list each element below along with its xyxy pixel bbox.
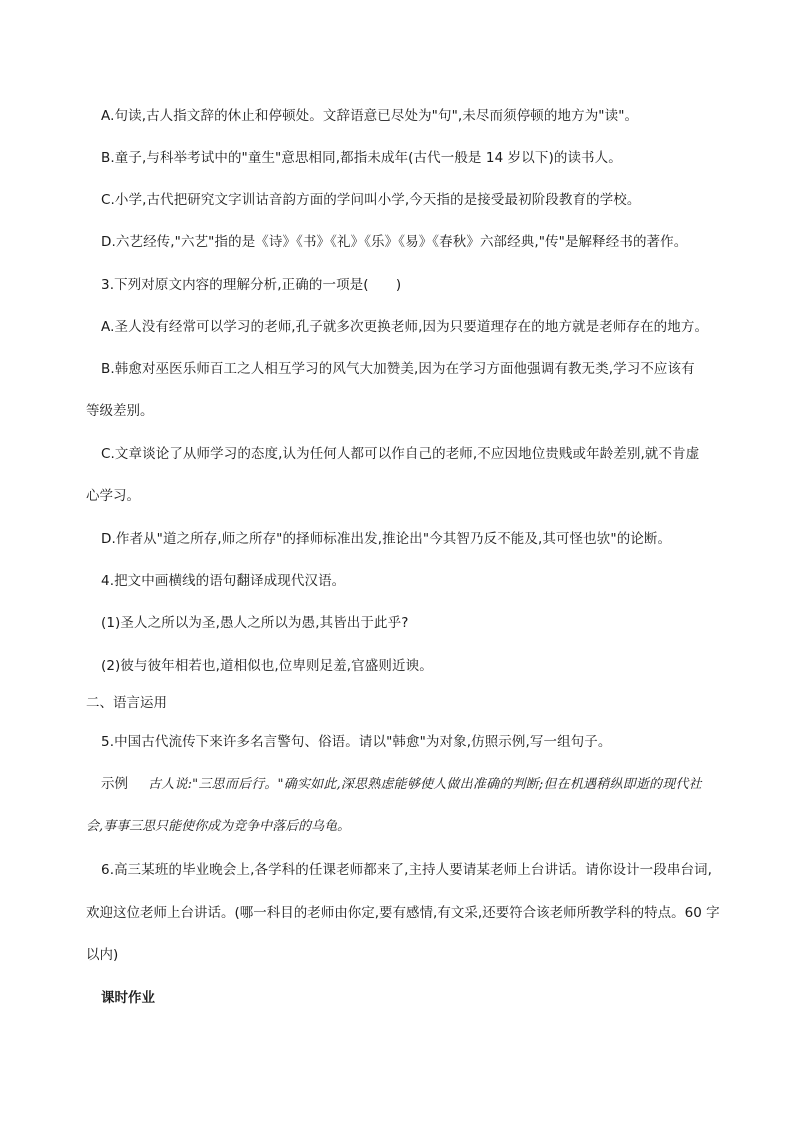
example-label: 示例 [101, 776, 128, 792]
option-2d: D.六艺经传,"六艺"指的是《诗》《书》《礼》《乐》《易》《春秋》六部经典,"传"是解释经书的著作。 [101, 234, 688, 250]
homework-heading: 课时作业 [101, 990, 155, 1006]
option-2a: A.句读,古人指文辞的休止和停顿处。文辞语意已尽处为"句",未尽而须停顿的地方为"读"。 [101, 108, 639, 124]
question-4: 4.把文中画横线的语句翻译成现代汉语。 [101, 573, 346, 589]
q4-item-1: (1)圣人之所以为圣,愚人之所以为愚,其皆出于此乎? [101, 615, 409, 631]
question-3: 3.下列对原文内容的理解分析,正确的一项是( ) [101, 277, 402, 293]
option-2b: B.童子,与科举考试中的"童生"意思相同,都指未成年(古代一般是 14 岁以下)的读书人。 [101, 150, 622, 166]
example-text-line1: 古人说:"三思而后行。"确实如此,深思熟虑能够使人做出准确的判断;但在机遇稍纵即逝的现代社 [148, 777, 702, 792]
option-3d: D.作者从"道之所存,师之所存"的择师标准出发,推论出"今其智乃反不能及,其可怪也欤"的论断。 [101, 531, 672, 547]
question-6-line3: 以内) [86, 947, 119, 963]
option-2c: C.小学,古代把研究文字训诂音韵方面的学问叫小学,今天指的是接受最初阶段教育的学校。 [101, 192, 641, 208]
question-6-line1: 6.高三某班的毕业晚会上,各学科的任课老师都来了,主持人要请某老师上台讲话。请你设计一段串台词, [101, 862, 713, 878]
option-3c-line2: 心学习。 [86, 488, 140, 504]
section-heading-language-use: 二、语言运用 [86, 695, 167, 711]
example-text-line2: 会,事事三思只能使你成为竞争中落后的乌龟。 [86, 819, 351, 834]
question-6-line2: 欢迎这位老师上台讲话。(哪一科目的老师由你定,要有感情,有文采,还要符合该老师所教学科的特点。60 字 [86, 905, 720, 921]
q4-item-2: (2)彼与彼年相若也,道相似也,位卑则足羞,官盛则近谀。 [101, 658, 433, 674]
option-3b-line1: B.韩愈对巫医乐师百工之人相互学习的风气大加赞美,因为在学习方面他强调有教无类,学习不应该有 [101, 361, 695, 377]
option-3a: A.圣人没有经常可以学习的老师,孔子就多次更换老师,因为只要道理存在的地方就是老师存在的地方。 [101, 319, 709, 335]
option-3c-line1: C.文章谈论了从师学习的态度,认为任何人都可以作自己的老师,不应因地位贵贱或年龄差别,就不肯虚 [101, 446, 700, 462]
question-5: 5.中国古代流传下来许多名言警句、俗语。请以"韩愈"为对象,仿照示例,写一组句子。 [101, 734, 612, 750]
option-3b-line2: 等级差别。 [86, 403, 154, 419]
